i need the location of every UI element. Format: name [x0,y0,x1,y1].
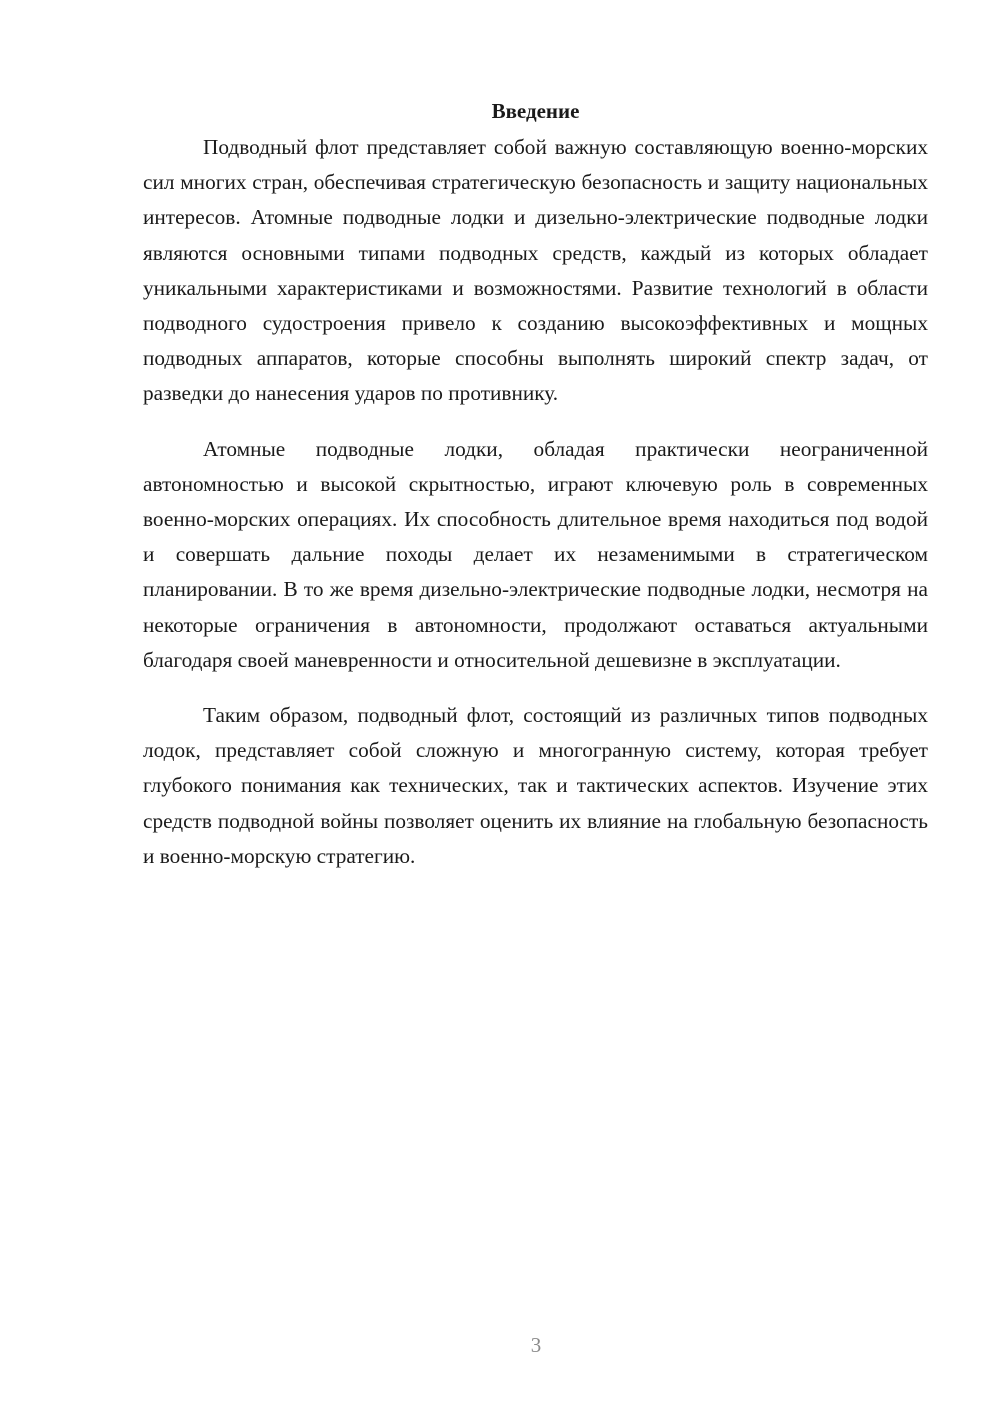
page-number: 3 [530,1333,542,1357]
paragraph-1: Подводный флот представляет собой важную составляющую военно-морских сил многих стран, обеспечивая стратегическую безопасность и защиту национальных интересов. Атомные подводные лодки и дизельно-электрические подводные лодки являются основными типами подводных средств, каждый из которых обладает уникальными характеристиками и возможностями. Развитие технологий в области подводного судостроения привело к созданию высокоэффективных и мощных подводных аппаратов, которые способны выполнять широкий спектр задач, от разведки до нанесения ударов по противнику. [143,135,928,406]
section-heading: Введение [491,99,580,123]
paragraph-2: Атомные подводные лодки, обладая практически неограниченной автономностью и высокой скрытностью, играют ключевую роль в современных военно-морских операциях. Их способность длительное время находиться под водой и совершать дальние походы делает их незаменимыми в стратегическом планировании. В то же время дизельно-электрические подводные лодки, несмотря на некоторые ограничения в автономности, продолжают оставаться актуальными благодаря своей маневренности и относительной дешевизне в эксплуатации. [143,436,928,672]
paragraph-3: Таким образом, подводный флот, состоящий из различных типов подводных лодок, представляет собой сложную и многогранную систему, которая требует глубокого понимания как технических, так и тактических аспектов. Изучение этих средств подводной войны позволяет оценить их влияние на глобальную безопасность и военно-морскую стратегию. [143,703,928,868]
page-content [143,95,928,894]
